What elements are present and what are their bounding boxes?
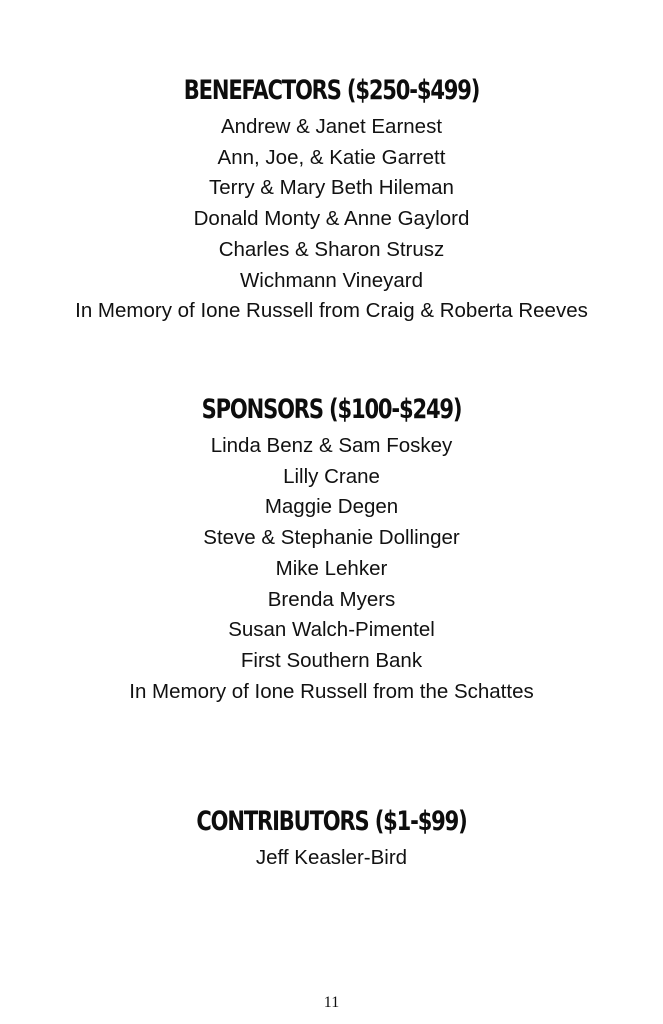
benefactors-section [0,74,663,327]
donor-name: Terry & Mary Beth Hileman [209,176,454,200]
donor-name: Ann, Joe, & Katie Garrett [217,145,446,169]
donor-name: Brenda Myers [267,587,396,611]
donor-name: Mike Lehker [275,556,388,580]
sponsors-heading: SPONSORS ($100-$249) [201,394,462,425]
donor-name: First Southern Bank [240,648,423,672]
sponsors-list [0,431,663,707]
benefactors-list [0,112,663,327]
donor-name: In Memory of Ione Russell from the Schattes [129,679,534,703]
donor-name: Susan Walch-Pimentel [228,618,435,642]
donor-name: Donald Monty & Anne Gaylord [193,207,470,231]
donor-name: Lilly Crane [283,464,380,488]
donor-name: Steve & Stephanie Dollinger [203,526,460,550]
contributors-list [0,843,663,874]
contributors-section [0,805,663,874]
contributors-heading: CONTRIBUTORS ($1-$99) [196,806,467,837]
sponsors-section [0,393,663,707]
donor-name: Andrew & Janet Earnest [220,115,443,138]
donor-name: In Memory of Ione Russell from Craig & Roberta Reeves [75,299,588,323]
benefactors-heading: BENEFACTORS ($250-$499) [183,75,480,106]
donor-name: Linda Benz & Sam Foskey [210,434,453,457]
donor-name: Jeff Keasler-Bird [255,846,408,869]
page-number: 11 [323,994,340,1011]
donor-name: Maggie Degen [264,495,399,519]
donor-name: Charles & Sharon Strusz [218,237,445,261]
donor-name: Wichmann Vineyard [239,268,424,292]
